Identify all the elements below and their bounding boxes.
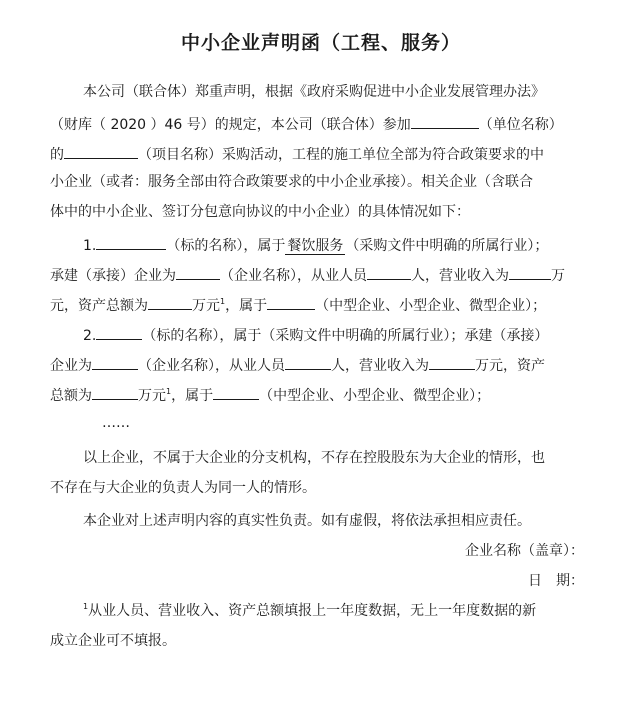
company-signature-label: 企业名称（盖章）： bbox=[465, 543, 584, 559]
text: （标的名称），属于 bbox=[166, 238, 286, 254]
paragraph-1-line-4: 小企业（或者：服务全部由符合政策要求的中小企业承接）。相关企业（含联合 bbox=[50, 174, 533, 190]
text: 的 bbox=[50, 147, 64, 163]
text: 万元，资产 bbox=[475, 358, 545, 374]
item-2-line-1 bbox=[83, 323, 548, 346]
item-1-line-3 bbox=[50, 293, 546, 316]
paragraph-1-line-3 bbox=[50, 142, 544, 165]
item-2-line-3 bbox=[50, 383, 490, 406]
assets-blank bbox=[148, 293, 192, 310]
footnote-line-1 bbox=[83, 601, 536, 621]
item-number: 1. bbox=[83, 238, 97, 254]
paragraph-3: 本企业对上述声明内容的真实性负责。如有虚假，将依法承担相应责任。 bbox=[83, 513, 531, 529]
text: 企业为 bbox=[50, 358, 92, 374]
subject-name-blank bbox=[96, 323, 142, 340]
document-title: 中小企业声明函（工程、服务） bbox=[180, 32, 461, 54]
paragraph-2-line-2: 不存在与大企业的负责人为同一人的情形。 bbox=[50, 480, 316, 496]
company-name-blank bbox=[176, 263, 220, 280]
item-2-line-2 bbox=[50, 353, 545, 376]
text: 承建（承接）企业为 bbox=[50, 268, 176, 284]
date-label: 日 期： bbox=[528, 573, 584, 589]
subject-name-blank bbox=[96, 233, 166, 250]
enterprise-type-blank bbox=[267, 293, 315, 310]
text: ，属于 bbox=[225, 298, 268, 314]
footnote-line-2: 成立企业可不填报。 bbox=[50, 633, 176, 649]
text: 从业人员、营业收入、资产总额填报上一年度数据，无上一年度数据的新 bbox=[88, 603, 537, 619]
revenue-blank bbox=[429, 353, 475, 370]
text: 人，营业收入为 bbox=[331, 358, 429, 374]
industry-value: 餐饮服务 bbox=[287, 238, 344, 254]
text: ，属于 bbox=[171, 388, 214, 404]
text: 万元 bbox=[192, 298, 220, 314]
ellipsis: …… bbox=[102, 415, 130, 431]
text: （单位名称） bbox=[478, 117, 563, 133]
revenue-blank bbox=[509, 263, 551, 280]
paragraph-2-line-1: 以上企业，不属于大企业的分支机构，不存在控股股东为大企业的情形，也 bbox=[83, 450, 545, 466]
text: （财库（ 2020 ）46 号）的规定，本公司（联合体）参加 bbox=[50, 117, 411, 133]
item-number: 2. bbox=[83, 328, 97, 344]
text: （项目名称）采购活动，工程的施工单位全部为符合政策要求的中 bbox=[138, 147, 544, 163]
item-1-line-2 bbox=[50, 263, 565, 286]
project-name-blank bbox=[64, 142, 138, 159]
paragraph-1-line-5: 体中的中小企业、签订分包意向协议的中小企业）的具体情况如下： bbox=[50, 204, 470, 220]
paragraph-1-line-1: 本公司（联合体）郑重声明，根据《政府采购促进中小企业发展管理办法》 bbox=[83, 84, 545, 100]
item-1-line-1 bbox=[83, 233, 548, 256]
enterprise-type-blank bbox=[213, 383, 259, 400]
assets-blank bbox=[92, 383, 138, 400]
text: （中型企业、小型企业、微型企业）； bbox=[315, 298, 547, 314]
unit-name-blank bbox=[411, 112, 479, 129]
employees-blank bbox=[367, 263, 411, 280]
text: 万元 bbox=[138, 388, 166, 404]
company-name-blank bbox=[92, 353, 138, 370]
text: 万 bbox=[551, 268, 565, 284]
text: （标的名称），属于（采购文件中明确的所属行业）；承建（承接） bbox=[142, 328, 549, 344]
text: （中型企业、小型企业、微型企业）； bbox=[259, 388, 491, 404]
footnote-marker: 1 bbox=[220, 297, 226, 306]
text: （企业名称），从业人员 bbox=[220, 268, 367, 284]
text: 人，营业收入为 bbox=[411, 268, 509, 284]
paragraph-1-line-2 bbox=[50, 112, 563, 135]
text: 元，资产总额为 bbox=[50, 298, 148, 314]
footnote-marker: 1 bbox=[166, 387, 172, 396]
text: （企业名称），从业人员 bbox=[138, 358, 285, 374]
text: 总额为 bbox=[50, 388, 92, 404]
employees-blank bbox=[285, 353, 331, 370]
footnote-marker: 1 bbox=[83, 602, 89, 611]
text: （采购文件中明确的所属行业）； bbox=[345, 238, 549, 254]
